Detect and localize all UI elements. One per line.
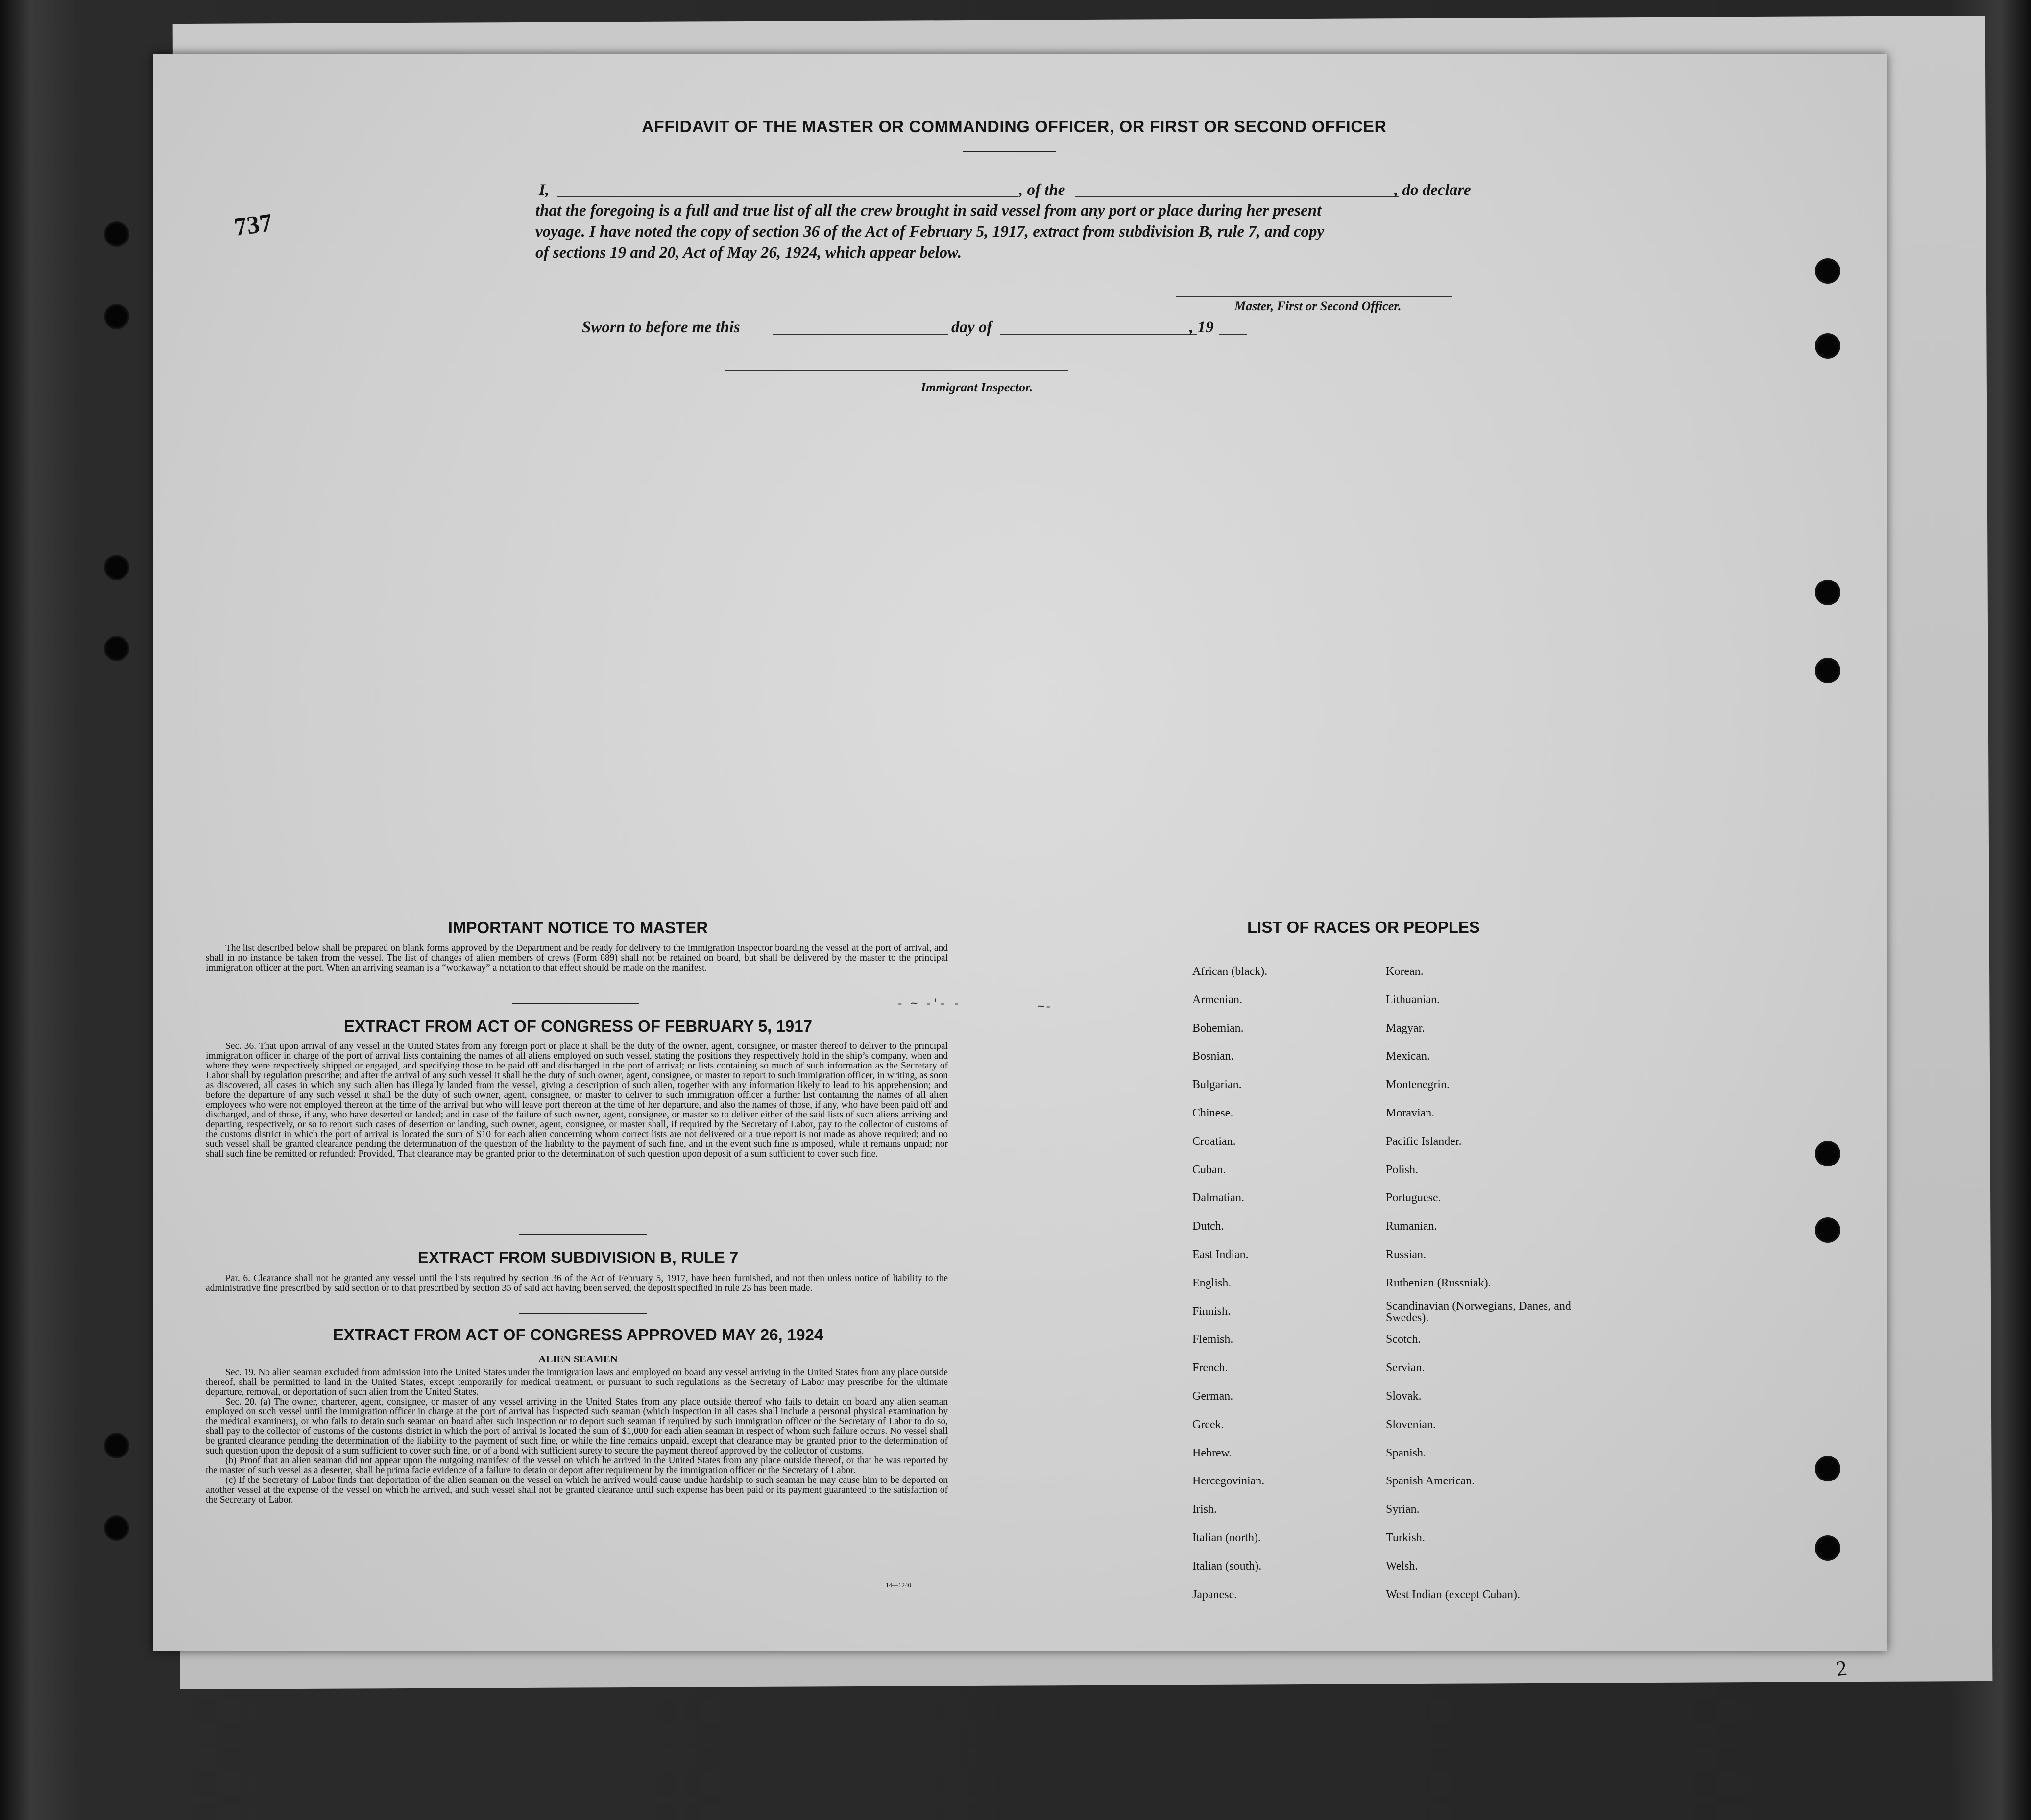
handwritten-number: 737 [232,208,274,242]
race-item: German. [1192,1390,1233,1403]
race-item: Italian (north). [1192,1531,1261,1544]
sec-20b-paragraph: (b) Proof that an alien seaman did not appear upon the outgoing manifest of the vessel on which he arrived in the United States from any place outside thereof, or that he was reported by the master of such vessel as a deserter, shall be prima facie evidence of a failure to detain or deport after requirement by the immigration officer or the Secretary of Labor. [206,1456,948,1476]
race-item: Flemish. [1192,1333,1233,1346]
race-item: Korean. [1386,965,1424,978]
sec-19-paragraph: Sec. 19. No alien seaman excluded from admission into the United States under the immigration laws and employed on board any vessel arriving in the United States from any place outside thereof, shall be permitted to land in the United States, except temporarily for medical treatment, or pursuant to such regulations as the Secretary of Labor may prescribe for the ultimate departure, removal, or deportation of such alien from the United States. [206,1367,948,1397]
inspector-signature-line [725,370,1068,371]
race-item: Dalmatian. [1192,1191,1244,1205]
race-item: Pacific Islander. [1386,1135,1462,1148]
race-item: Dutch. [1192,1220,1224,1233]
section-rule [519,1313,647,1314]
binder-hole [104,1515,129,1541]
race-item: Montenegrin. [1386,1078,1450,1092]
race-item: Croatian. [1192,1135,1236,1148]
extract-1924-title: EXTRACT FROM ACT OF CONGRESS APPROVED MAY 26, 1924 [333,1326,823,1344]
master-label: Master, First or Second Officer. [1234,299,1402,313]
race-item: Moravian. [1386,1107,1435,1119]
race-item: Chinese. [1192,1107,1233,1119]
sworn-day-line [773,334,948,335]
race-item: Bulgarian. [1192,1078,1242,1092]
binder-hole [1815,1141,1840,1166]
affidavit-line4: of sections 19 and 20, Act of May 26, 1924, which appear below. [535,244,962,262]
binder-hole [104,304,129,329]
binder-hole [1815,1217,1840,1243]
title-rule [963,151,1056,152]
binder-hole [104,221,129,247]
race-item: Spanish. [1386,1446,1427,1459]
sworn-month-line [1000,334,1197,335]
race-item: Welsh. [1386,1559,1418,1573]
race-item: Portuguese. [1386,1191,1441,1205]
section-36-paragraph: Sec. 36. That upon arrival of any vessel in the United States from any foreign port or place it shall be the duty of the owner, agent, consignee, or master thereof to deliver to the principal immigration officer in charge of the port of arrival lists containing the names of all aliens employed on such vessel, stating the positions they respectively hold in the ship’s company, when and where they were respectively shipped or engaged, and specifying those to be paid off and discharged in the port of arrival; or lists containing so much of such information as the Secretary of Labor shall by regulation prescribe; and after the arrival of any such vessel it shall be the duty of such owner, agent, consignee, or master to report to such immigration officer, in writing, as soon as discovered, all cases in which any such alien has illegally landed from the vessel, giving a description of such alien, together with any information likely to lead to his apprehension; and before the departure of any such vessel it shall be the duty of such owner, agent, consignee, or master to deliver to such immigration officer a further list containing the names of all alien employees who were not employed thereon at the time of the arrival but who will leave port thereon at the time of her departure, and also the names of those, if any, who have been paid off and discharged, and of those, if any, who have deserted or landed; and in case of the failure of such owner, agent, consignee, or master so to deliver either of the said lists of such aliens arriving and departing, respectively, or so to report such cases of desertion or landing, such owner, agent, consignee, or master shall, if required by the Secretary of Labor, pay to the collector of customs of the customs district in which the port of arrival is located the sum of $10 for each alien concerning whom correct lists are not delivered or a true report is not made as above required; and no such vessel shall be granted clearance pending the determination of the question of the liability to the payment of such fine, and in the event such fine is imposed, while it remains unpaid; nor shall such fine be remitted or refunded: Provided, That clearance may be granted prior to the determination of such question upon deposit of a sum sufficient to cover such fine. [206,1041,948,1159]
race-item: Polish. [1386,1163,1419,1176]
year-line [1219,334,1247,335]
binder-hole [104,555,129,580]
race-item: East Indian. [1192,1248,1249,1261]
affidavit-i: I, [539,181,550,199]
race-item: Magyar. [1386,1021,1425,1035]
inspector-label: Immigrant Inspector. [921,380,1033,394]
race-item: English. [1192,1276,1232,1289]
binder-hole [104,636,129,661]
par-6-paragraph: Par. 6. Clearance shall not be granted any vessel until the lists required by section 36 of the Act of February 5, 1917, have been furnished, and not then unless notice of liability to the administrative fine prescribed by said section or to that prescribed by section 35 of said act having been served, the deposit specified in rule 23 has been made. [206,1273,948,1293]
affidavit-line2: that the foregoing is a full and true list of all the crew brought in said vessel from any port or place during her present [535,202,1322,219]
race-item: Servian. [1386,1361,1425,1375]
race-item: Spanish American. [1386,1475,1475,1488]
form-number: 14—1240 [886,1581,911,1589]
alien-seamen-subtitle: ALIEN SEAMEN [538,1353,618,1365]
binder-hole [1815,658,1840,683]
stray-marks: ~- [1038,999,1052,1013]
year-text: , 19 [1189,318,1214,336]
binder-hole [1815,333,1840,359]
races-title: LIST OF RACES OR PEOPLES [1247,918,1480,936]
day-of-text: day of [951,318,992,336]
race-item: French. [1192,1361,1228,1375]
race-item: Finnish. [1192,1305,1231,1318]
binder-hole [1815,580,1840,605]
affidavit-title: AFFIDAVIT OF THE MASTER OR COMMANDING OFFICER, OR FIRST OR SECOND OFFICER [642,118,1387,136]
section-rule [519,1234,647,1235]
race-item: Syrian. [1386,1503,1420,1516]
sworn-text: Sworn to before me this [582,318,740,336]
notice-title: IMPORTANT NOTICE TO MASTER [448,919,708,937]
signature-line-name [557,196,1018,197]
race-item: Scotch. [1386,1333,1421,1346]
sec-20c-paragraph: (c) If the Secretary of Labor finds that deportation of the alien seaman on the vessel on which he arrived would cause undue hardship to such seaman he may cause him to be deported on another vessel at the expense of the vessel on which he arrived, and such vessel shall not be granted clearance until such expense has been paid or its payment guaranteed to the satisfaction of the Secretary of Labor. [206,1475,948,1505]
race-item: Italian (south). [1192,1559,1262,1573]
extract-1924-body [206,1368,948,1505]
race-item: West Indian (except Cuban). [1386,1588,1520,1601]
corner-mark: 2 [1834,1655,1849,1681]
rule-7-title: EXTRACT FROM SUBDIVISION B, RULE 7 [417,1248,739,1266]
race-item: Turkish. [1386,1531,1425,1544]
race-item: Bosnian. [1192,1050,1234,1063]
race-item: Scandinavian (Norwegians, Danes, and Swedes). [1386,1299,1571,1324]
rule-7-body [206,1274,948,1293]
race-item: Rumanian. [1386,1220,1437,1233]
extract-1917-body [206,1042,948,1159]
race-item: Ruthenian (Russniak). [1386,1276,1491,1289]
stray-marks: - ~ -'- - [896,996,961,1010]
race-item: Slovenian. [1386,1418,1436,1431]
race-item: Cuban. [1192,1163,1226,1176]
race-item: Japanese. [1192,1588,1237,1601]
race-item: African (black). [1192,965,1268,978]
race-item: Hercegovinian. [1192,1475,1265,1488]
race-item: Lithuanian. [1386,993,1440,1006]
binder-hole [104,1433,129,1458]
notice-body [206,944,948,973]
binder-hole [1815,1456,1840,1481]
section-rule [512,1003,639,1004]
race-item: Greek. [1192,1418,1224,1431]
affidavit-line3: voyage. I have noted the copy of section 36 of the Act of February 5, 1917, extract from subdivision B, rule 7, and copy [535,223,1325,241]
notice-paragraph: The list described below shall be prepared on blank forms approved by the Department and be ready for delivery to the immigration inspector boarding the vessel at the port of arrival, and shall in no instance be taken from the vessel. The list of changes of alien members of crews (Form 689) shall not be retained on board, but shall be delivered by the master to the principal immigration officer at the port. When an arriving seaman is a “workaway” a notation to that effect should be made on the manifest. [206,943,948,973]
signature-line-vessel [1075,196,1399,197]
affidavit-declare: , do declare [1394,181,1471,199]
race-item: Armenian. [1192,993,1242,1006]
race-item: Russian. [1386,1248,1427,1261]
race-item: Slovak. [1386,1390,1422,1403]
race-item: Irish. [1192,1503,1217,1516]
binder-hole [1815,1535,1840,1561]
race-item: Mexican. [1386,1050,1430,1063]
affidavit-of-the: , of the [1019,181,1065,199]
binder-hole [1815,258,1840,284]
race-item: Bohemian. [1192,1021,1244,1035]
race-item: Hebrew. [1192,1446,1232,1459]
sec-20a-paragraph: Sec. 20. (a) The owner, charterer, agent, consignee, or master of any vessel arriving in the United States from any place outside thereof who fails to detain on board any alien seaman employed on such vessel until the immigration officer in charge at the port of arrival has inspected such seaman (which inspection in all cases shall include a personal physical examination by the medical examiners), or who fails to detain such seaman on board after such inspection or to deport such seaman if required by such immigration officer or the Secretary of Labor to do so, shall pay to the collector of customs of the customs district in which the port of arrival is located the sum of $1,000 for each alien seaman in respect of whom such failure occurs. No vessel shall be granted clearance pending the determination of the liability to the payment of such fine, or while the fine remains unpaid, except that clearance may be granted prior to the determination of such question upon the deposit of a sum sufficient to cover such fine, or of a bond with sufficient surety to secure the payment thereof approved by the collector of customs. [206,1397,948,1456]
master-signature-line [1176,296,1452,297]
extract-1917-title: EXTRACT FROM ACT OF CONGRESS OF FEBRUARY 5, 1917 [344,1017,812,1035]
